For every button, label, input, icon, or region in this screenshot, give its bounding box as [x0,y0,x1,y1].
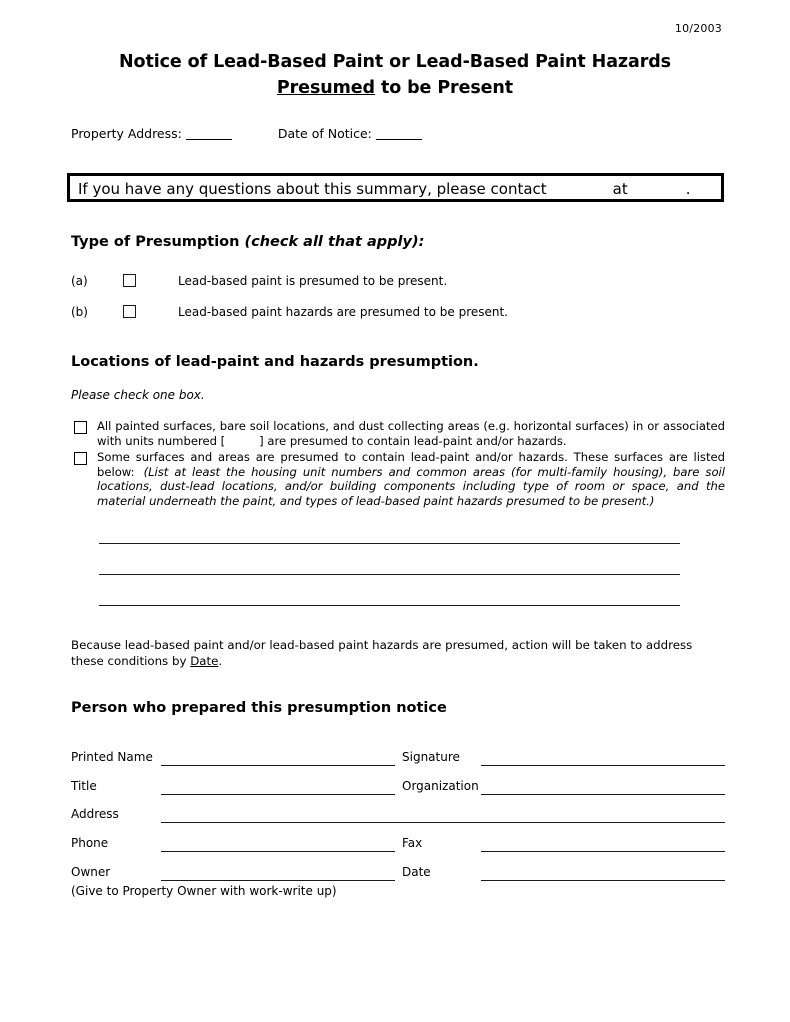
form-row-title [71,779,725,799]
because-text-before: Because lead-based paint and/or lead-based paint hazards are presumed, action will be taken to address these conditions by [71,638,693,668]
title-label: Title [71,779,97,793]
location-option-2-part-1: Some surfaces and areas are presumed to contain lead-paint and/or hazards. These surfaces are listed below: [97,450,725,479]
type-heading-text: Type of Presumption [71,234,240,250]
date-label: Date [402,865,431,879]
location-option-2-checkbox[interactable] [74,452,87,465]
organization-label: Organization [402,779,479,793]
fax-label: Fax [402,836,423,850]
because-underlined-word: Date [190,654,219,668]
option-a-label: Lead-based paint is presumed to be present. [178,274,448,288]
owner-label: Owner [71,865,111,879]
contact-text-middle: at [612,180,628,198]
title-line-2 [0,76,790,100]
address-row [71,126,422,141]
form-row-address [71,807,725,827]
locations-heading: Locations of lead-paint and hazards presumption. [71,354,479,370]
because-text-after: . [218,654,223,668]
contact-text-after: . [685,180,691,198]
page-title [0,50,790,100]
option-b-label: Lead-based paint hazards are presumed to be present. [178,305,508,319]
location-option-1-checkbox[interactable] [74,421,87,434]
form-row-phone [71,836,725,856]
title-input[interactable] [161,794,395,795]
title-underlined-word: Presumed [276,78,375,98]
option-b-marker: (b) [71,305,88,319]
date-of-notice-input[interactable] [376,139,422,140]
contact-statement-text [78,180,691,198]
write-in-line-3[interactable] [99,605,680,606]
write-in-line-1[interactable] [99,543,680,544]
fax-input[interactable] [481,851,725,852]
location-option-1-part-2: ] are presumed to contain lead-paint and/or hazards. [259,433,567,448]
address-input[interactable] [161,822,725,823]
contact-text-before: If you have any questions about this summary, please contact [78,180,547,198]
signature-label: Signature [402,750,460,764]
preparer-heading: Person who prepared this presumption notice [71,700,447,716]
contact-statement-box [67,173,724,202]
title-line-1: Notice of Lead-Based Paint or Lead-Based Paint Hazards [119,52,671,72]
location-option-some-surfaces[interactable] [71,450,725,508]
option-a-checkbox[interactable] [123,274,136,287]
write-in-line-2[interactable] [99,574,680,575]
presumption-option-b[interactable] [71,305,508,321]
phone-input[interactable] [161,851,395,852]
property-address-input[interactable] [186,139,232,140]
title-line-2-rest: to be Present [374,78,514,98]
signature-input[interactable] [481,765,725,766]
locations-instruction: Please check one box. [71,388,205,402]
because-paragraph [71,637,711,669]
give-to-owner-note: (Give to Property Owner with work-write up) [71,884,337,898]
form-row-owner [71,865,725,885]
option-b-checkbox[interactable] [123,305,136,318]
type-of-presumption-heading [71,234,424,250]
property-address-label: Property Address: [71,126,182,141]
owner-input[interactable] [161,880,395,881]
location-option-2-text [97,450,725,508]
date-input[interactable] [481,880,725,881]
type-heading-instruction: (check all that apply): [244,234,425,250]
revision-date: 10/2003 [674,22,722,35]
phone-label: Phone [71,836,109,850]
location-option-1-part-1: All painted surfaces, bare soil locations, and dust collecting areas (e.g. horizontal surfaces) in or associated with units numbered [ [97,419,725,448]
presumption-option-a[interactable] [71,274,447,290]
location-option-2-italic-instruction: (List at least the housing unit numbers and common areas (for multi-family housing), bare soil locations, dust-lead locations, and/or building components including type of room or space, and the material underneath the paint, and types of lead-based paint hazards presumed to be present.) [97,464,725,508]
organization-input[interactable] [481,794,725,795]
location-option-1-text [97,419,725,448]
printed-name-input[interactable] [161,765,395,766]
date-of-notice-label: Date of Notice: [277,126,372,141]
address-label: Address [71,807,119,821]
location-option-all-surfaces[interactable] [71,419,725,448]
printed-name-label: Printed Name [71,750,153,764]
form-row-printed-name [71,750,725,770]
option-a-marker: (a) [71,274,88,288]
